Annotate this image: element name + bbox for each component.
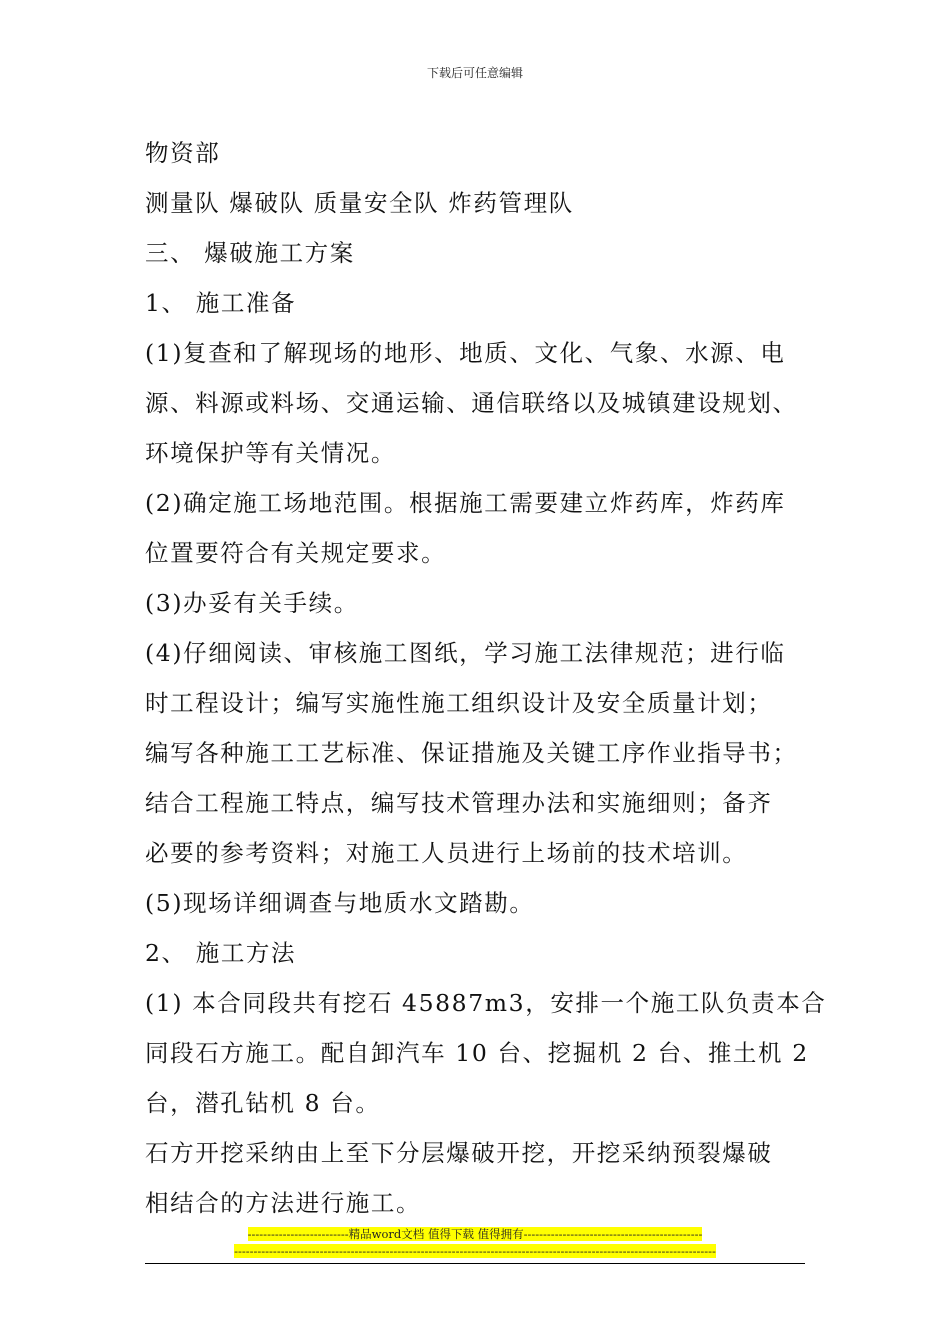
footer-banner-text: --------------------------精品word文档 值得下载 值得拥有----------------------------------------------: [247, 1227, 703, 1241]
body-line: (1) 本合同段共有挖石 45887m3，安排一个施工队负责本合: [145, 989, 827, 1017]
body-line: (4)仔细阅读、审核施工图纸，学习施工法律规范；进行临: [145, 639, 786, 667]
subsection-heading: 2、 施工方法: [145, 939, 297, 967]
body-line: 物资部: [145, 139, 221, 167]
body-line: 源、料源或料场、交通运输、通信联络以及城镇建设规划、: [145, 389, 798, 417]
document-body: [145, 128, 827, 1228]
body-line: 同段石方施工。配自卸汽车 10 台、挖掘机 2 台、推土机 2: [145, 1039, 809, 1067]
body-line: 必要的参考资料；对施工人员进行上场前的技术培训。: [145, 839, 748, 867]
footer-banner-dashes: ----------------------------------------------------------------------------------------------------------------------------: [234, 1244, 716, 1258]
body-line: 石方开挖采纳由上至下分层爆破开挖，开挖采纳预裂爆破: [145, 1139, 773, 1167]
body-line: 测量队 爆破队 质量安全队 炸药管理队: [145, 189, 574, 217]
header-note: 下载后可任意编辑: [426, 66, 523, 80]
body-line: 位置要符合有关规定要求。: [145, 539, 447, 567]
body-line: (3)办妥有关手续。: [145, 589, 359, 617]
subsection-heading: 1、 施工准备: [145, 289, 297, 317]
body-line: 台，潜孔钻机 8 台。: [145, 1089, 381, 1117]
body-line: 相结合的方法进行施工。: [145, 1189, 422, 1217]
body-line: (1)复查和了解现场的地形、地质、文化、气象、水源、电: [145, 339, 786, 367]
footer-banner-top: [0, 1226, 950, 1242]
body-line: 时工程设计；编写实施性施工组织设计及安全质量计划；: [145, 689, 773, 717]
body-line: 编写各种施工工艺标准、保证措施及关键工序作业指导书；: [145, 739, 798, 767]
footer-divider: [145, 1263, 805, 1264]
body-line: (5)现场详细调查与地质水文踏勘。: [145, 889, 535, 917]
section-heading: 三、 爆破施工方案: [145, 239, 355, 267]
body-line: (2)确定施工场地范围。根据施工需要建立炸药库，炸药库: [145, 489, 786, 517]
body-line: 结合工程施工特点，编写技术管理办法和实施细则；备齐: [145, 789, 773, 817]
body-line: 环境保护等有关情况。: [145, 439, 396, 467]
footer-banner-bottom: [0, 1244, 950, 1258]
